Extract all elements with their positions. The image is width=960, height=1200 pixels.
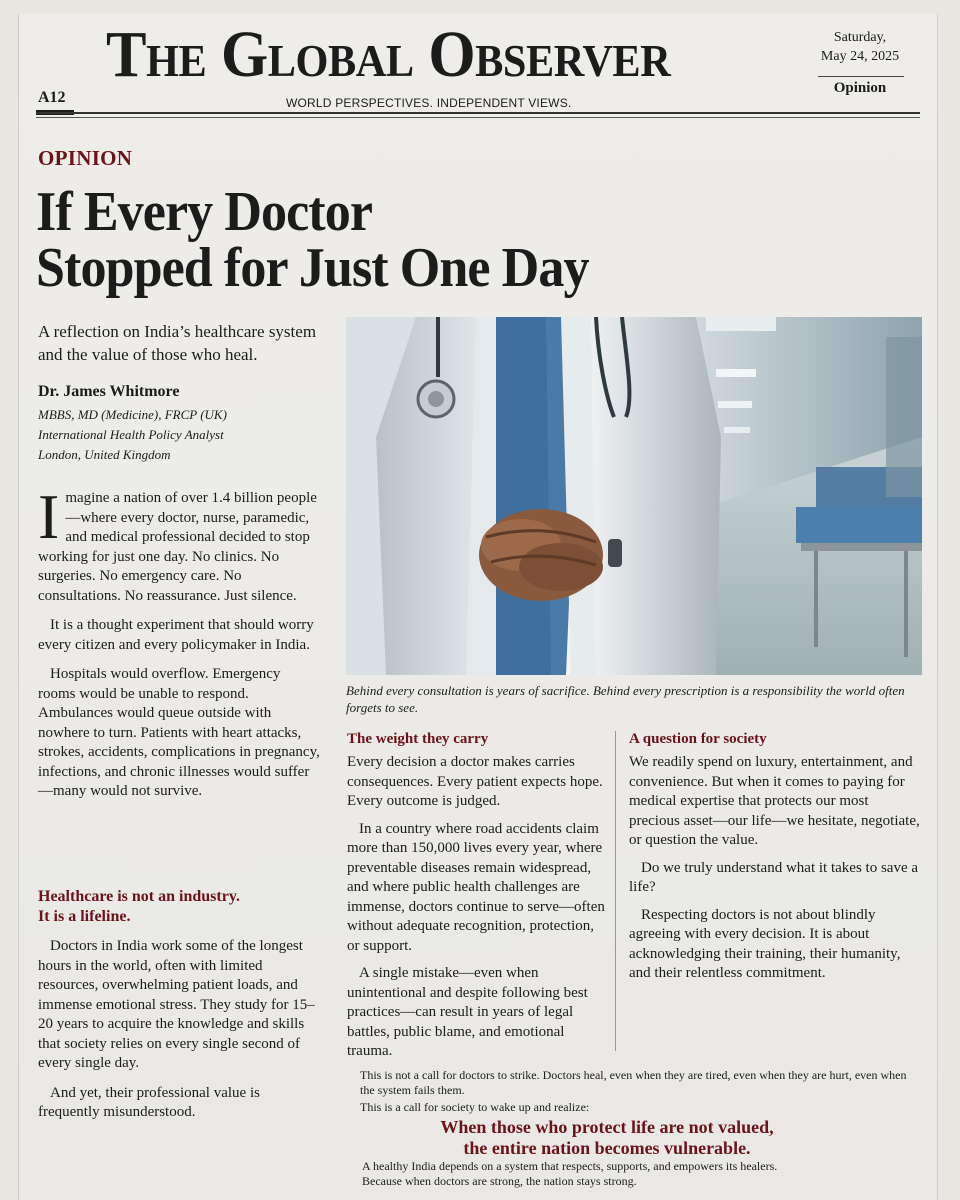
section-label: Opinion <box>833 80 887 96</box>
issue-date-text: May 24, 2025 <box>820 49 900 64</box>
doctor-photo <box>346 317 922 675</box>
article-column-3 <box>629 729 921 992</box>
article-column-1 <box>38 481 320 812</box>
paragraph: And yet, their professional value is frequently misunderstood. <box>38 1084 260 1120</box>
outro-note <box>362 1159 922 1189</box>
credential-line: MBBS, MD (Medicine), FRCP (UK) <box>38 407 227 422</box>
subheading-line: Healthcare is not an industry. <box>38 888 240 905</box>
paragraph: Doctors in India work some of the longest hours in the world, often with limited resources, overwhelming patient loads, and immense emotional stress. They study for 15–20 years to acquire the knowledge and skills that society relies on every single second of every single day. <box>38 938 315 1071</box>
article-column-1-lower <box>38 873 320 1133</box>
masthead-rule <box>36 112 920 114</box>
paragraph: Hospitals would overflow. Emergency rooms would be unable to respond. Ambulances would queue outside with nowhere to turn. Patients with heart attacks, strokes, accidents, complications in pregnancy, infections, and chronic illnesses would suffer—many would not survive. <box>38 666 320 799</box>
article-headline <box>36 181 631 299</box>
paragraph: We readily spend on luxury, entertainment, and convenience. But when it comes to paying for medical expertise that protects our most precious asset—our life—we hesitate, negotiate, or question the value. <box>629 754 920 848</box>
masthead-rule-thin <box>36 117 920 118</box>
masthead-title: The Global Observer <box>106 18 671 91</box>
author-name: Dr. James Whitmore <box>38 383 180 400</box>
paragraph: Every decision a doctor makes carries consequences. Every patient expects hope. Every outcome is judged. <box>347 754 603 809</box>
issue-date <box>800 28 920 66</box>
pull-quote-line: When those who protect life are not valued, <box>440 1117 774 1137</box>
headline-line-1: If Every Doctor <box>36 181 373 243</box>
subheading-lifeline <box>38 887 320 927</box>
credential-line: London, United Kingdom <box>38 447 171 462</box>
drop-cap: I <box>38 481 60 552</box>
author-credentials <box>38 405 328 465</box>
pull-quote-line: the entire nation becomes vulnerable. <box>463 1138 751 1158</box>
paragraph-text: magine a nation of over 1.4 billion people—where every doctor, nurse, paramedic, and medical professional decided to stop working for just one day. No clinics. No surgeries. No emergency care. No consultations. No reassurance. Just silence. <box>38 490 317 604</box>
paragraph: A single mistake—even when unintentional and despite following best practices—can result in years of legal battles, public blame, and emotional trauma. <box>347 965 588 1059</box>
subheading-line: It is a lifeline. <box>38 908 131 925</box>
article-deck: A reflection on India’s healthcare system and the value of those who heal. <box>38 322 317 364</box>
pull-quote <box>360 1117 854 1159</box>
headline-line-2: Stopped for Just One Day <box>36 237 589 299</box>
article-kicker: OPINION <box>38 146 133 170</box>
outro-line: Because when doctors are strong, the nation stays strong. <box>362 1174 637 1188</box>
article-column-2 <box>347 729 607 1070</box>
paragraph: In a country where road accidents claim more than 150,000 lives every year, where preventable diseases remain widespread, and where public health challenges are immense, doctors continue to serve—often without adequate recognition, protection, or support. <box>347 820 605 954</box>
paragraph: Do we truly understand what it takes to save a life? <box>629 859 919 895</box>
column-divider <box>615 731 616 1051</box>
credential-line: International Health Policy Analyst <box>38 427 224 442</box>
paragraph: It is a thought experiment that should worry every citizen and every policymaker in India. <box>38 617 314 653</box>
issue-weekday: Saturday, <box>833 30 887 45</box>
closing-note <box>360 1068 920 1117</box>
outro-line: A healthy India depends on a system that respects, supports, and empowers its healers. <box>362 1159 778 1173</box>
closing-line: This is not a call for doctors to strike. Doctors heal, even when they are tired, even when they are hurt, even when the system fails them. <box>360 1068 907 1097</box>
photo-caption: Behind every consultation is years of sacrifice. Behind every prescription is a responsibility the world often forgets to see. <box>346 683 905 715</box>
paragraph <box>38 481 320 606</box>
subheading-weight: The weight they carry <box>347 731 489 747</box>
paragraph: Respecting doctors is not about blindly agreeing with every decision. It is about acknowledging their training, their humanity, and their relentless commitment. <box>629 906 901 981</box>
masthead-tagline: WORLD PERSPECTIVES. INDEPENDENT VIEWS. <box>286 96 572 110</box>
date-divider <box>818 76 904 77</box>
page-number: A12 <box>38 89 66 106</box>
closing-line: This is a call for society to wake up and realize: <box>360 1100 590 1114</box>
subheading-question: A question for society <box>629 731 767 747</box>
